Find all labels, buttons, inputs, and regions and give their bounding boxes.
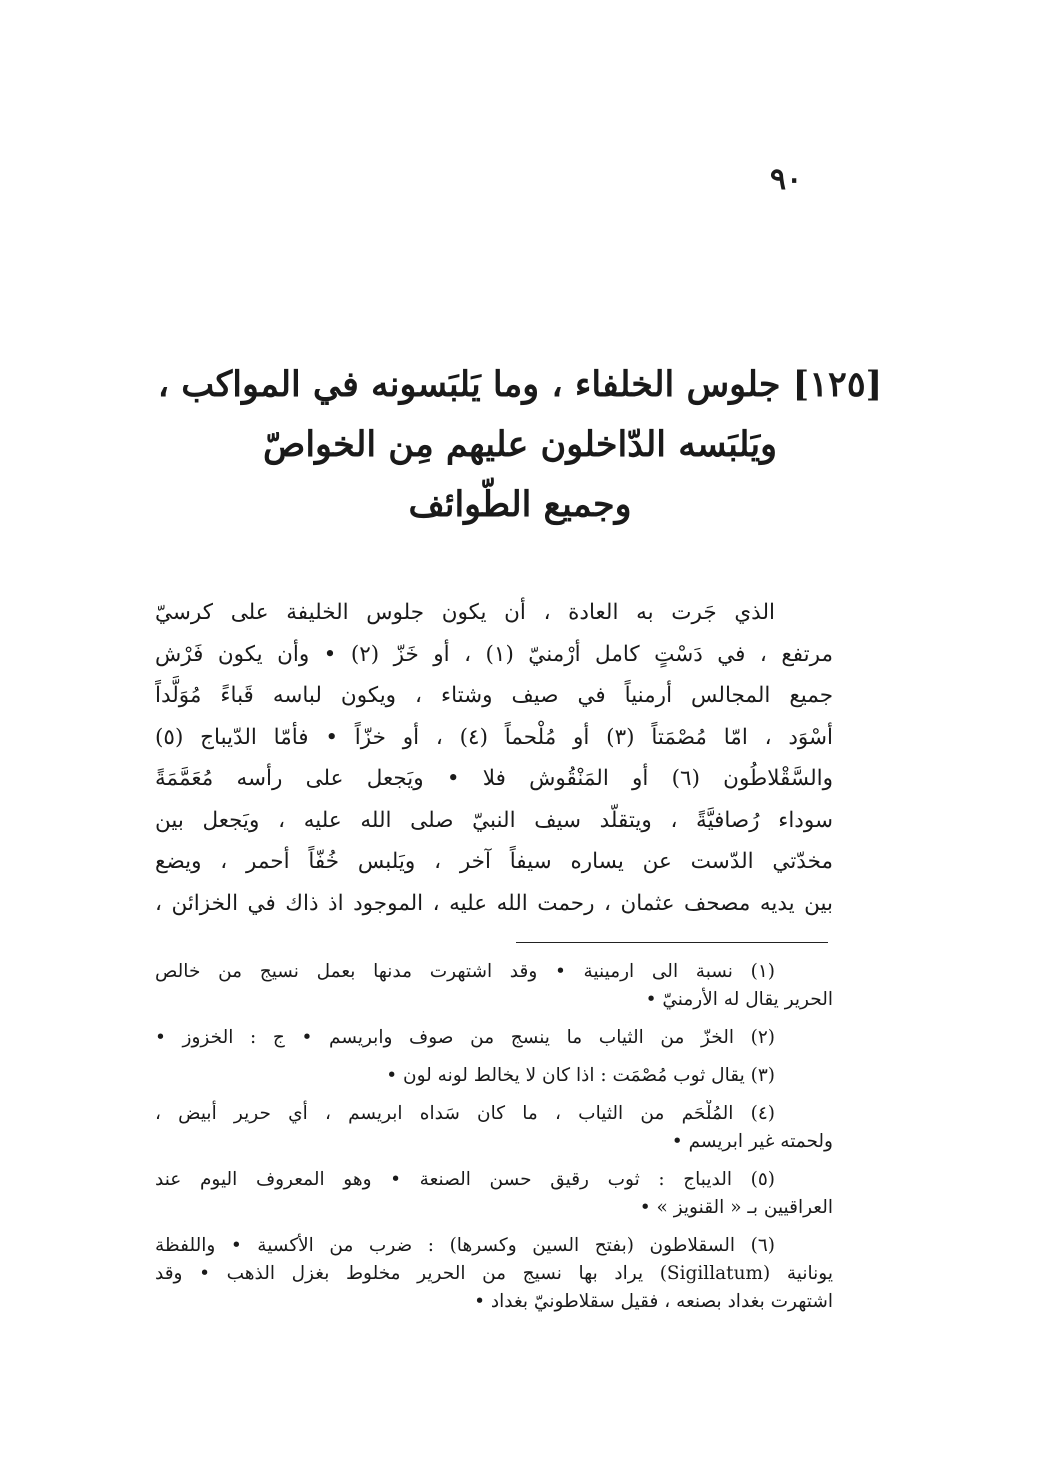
footnote-line: (٢) الخزّ من الثياب ما ينسج من صوف وابريسم • ج : الخزوز •: [155, 1027, 775, 1048]
footnote-line: (٣) يقال ثوب مُصْمَت : اذا كان لا يخالط لونه لون •: [386, 1065, 775, 1086]
footnote-line: (٤) المُلْحَم من الثياب ، ما كان سَداه ابريسم ، أي حرير أبيض ،: [155, 1103, 775, 1124]
body-line: جميع المجالس أرمنياً في صيف وشتاء ، ويكون لباسه قَباءً مُوَلَّداً: [155, 683, 833, 708]
body-line: بين يديه مصحف عثمان ، رحمت الله عليه ، الموجود اذ ذاك في الخزائن ،: [155, 890, 833, 916]
footnote-line: (٦) السقلاطون (بفتح السين وكسرها) : ضرب من الأكسية • واللفظة: [155, 1235, 775, 1256]
heading-line: ويَلبَسه الدّاخلون عليهم مِن الخواصّ: [263, 424, 777, 465]
page-number: ٩٠: [770, 162, 803, 197]
body-line: مخدّتي الدّست عن يساره سيفاً آخر ، ويَلبس خُفّاً أحمر ، ويضع: [155, 849, 833, 874]
footnote-3: [155, 1062, 833, 1090]
footnote-line: ولحمته غير ابريسم •: [671, 1131, 833, 1152]
footnotes: [155, 958, 833, 1326]
body-line: مرتفع ، في دَسْتٍ كامل أرْمنيّ (١) ، أو خَزّ (٢) • وأن يكون فَرْش: [155, 641, 833, 667]
footnote-line: اشتهرت بغداد بصنعه ، فقيل سقلاطونيّ بغداد •: [474, 1291, 833, 1312]
footnote-line: الحرير يقال له الأرمنيّ •: [645, 989, 833, 1010]
section-heading: [150, 355, 890, 535]
body-line: أسْوَد ، امّا مُصْمَتاً (٣) أو مُلْحماً (٤) ، أو خزّاً • فأمّا الدّيباج (٥): [155, 724, 833, 750]
footnote-5: [155, 1166, 833, 1222]
body-line: الذي جَرت به العادة ، أن يكون جلوس الخليفة على كرسيّ: [155, 600, 775, 625]
footnote-separator: [516, 942, 828, 943]
body-line: سوداء رُصافيَّةً ، ويتقلّد سيف النبيّ صلى الله عليه ، ويَجعل بين: [155, 807, 833, 833]
footnote-2: [155, 1024, 833, 1052]
footnote-4: [155, 1100, 833, 1156]
footnote-1: [155, 958, 833, 1014]
body-line: والسَّقْلاطُون (٦) أو المَنْقُوش فلا • ويَجعل على رأسه مُعَمَّمَةً: [155, 766, 833, 791]
heading-line: [١٢٥] جلوس الخلفاء ، وما يَلبَسونه في المواكب ،: [157, 364, 883, 405]
footnote-line: (٥) الديباج : ثوب رقيق حسن الصنعة • وهو المعروف اليوم عند: [155, 1169, 775, 1190]
body-paragraph: [155, 592, 833, 924]
heading-line: وجميع الطّوائف: [408, 484, 632, 525]
footnote-line: العراقيين بـ « القنويز » •: [639, 1197, 833, 1218]
footnote-line: يونانية (Sigillatum) يراد بها نسيج من الحرير مخلوط بغزل الذهب • وقد: [155, 1263, 833, 1284]
footnote-line: (١) نسبة الى ارمينية • وقد اشتهرت مدنها بعمل نسيج من خالص: [155, 961, 775, 982]
footnote-6: [155, 1232, 833, 1316]
